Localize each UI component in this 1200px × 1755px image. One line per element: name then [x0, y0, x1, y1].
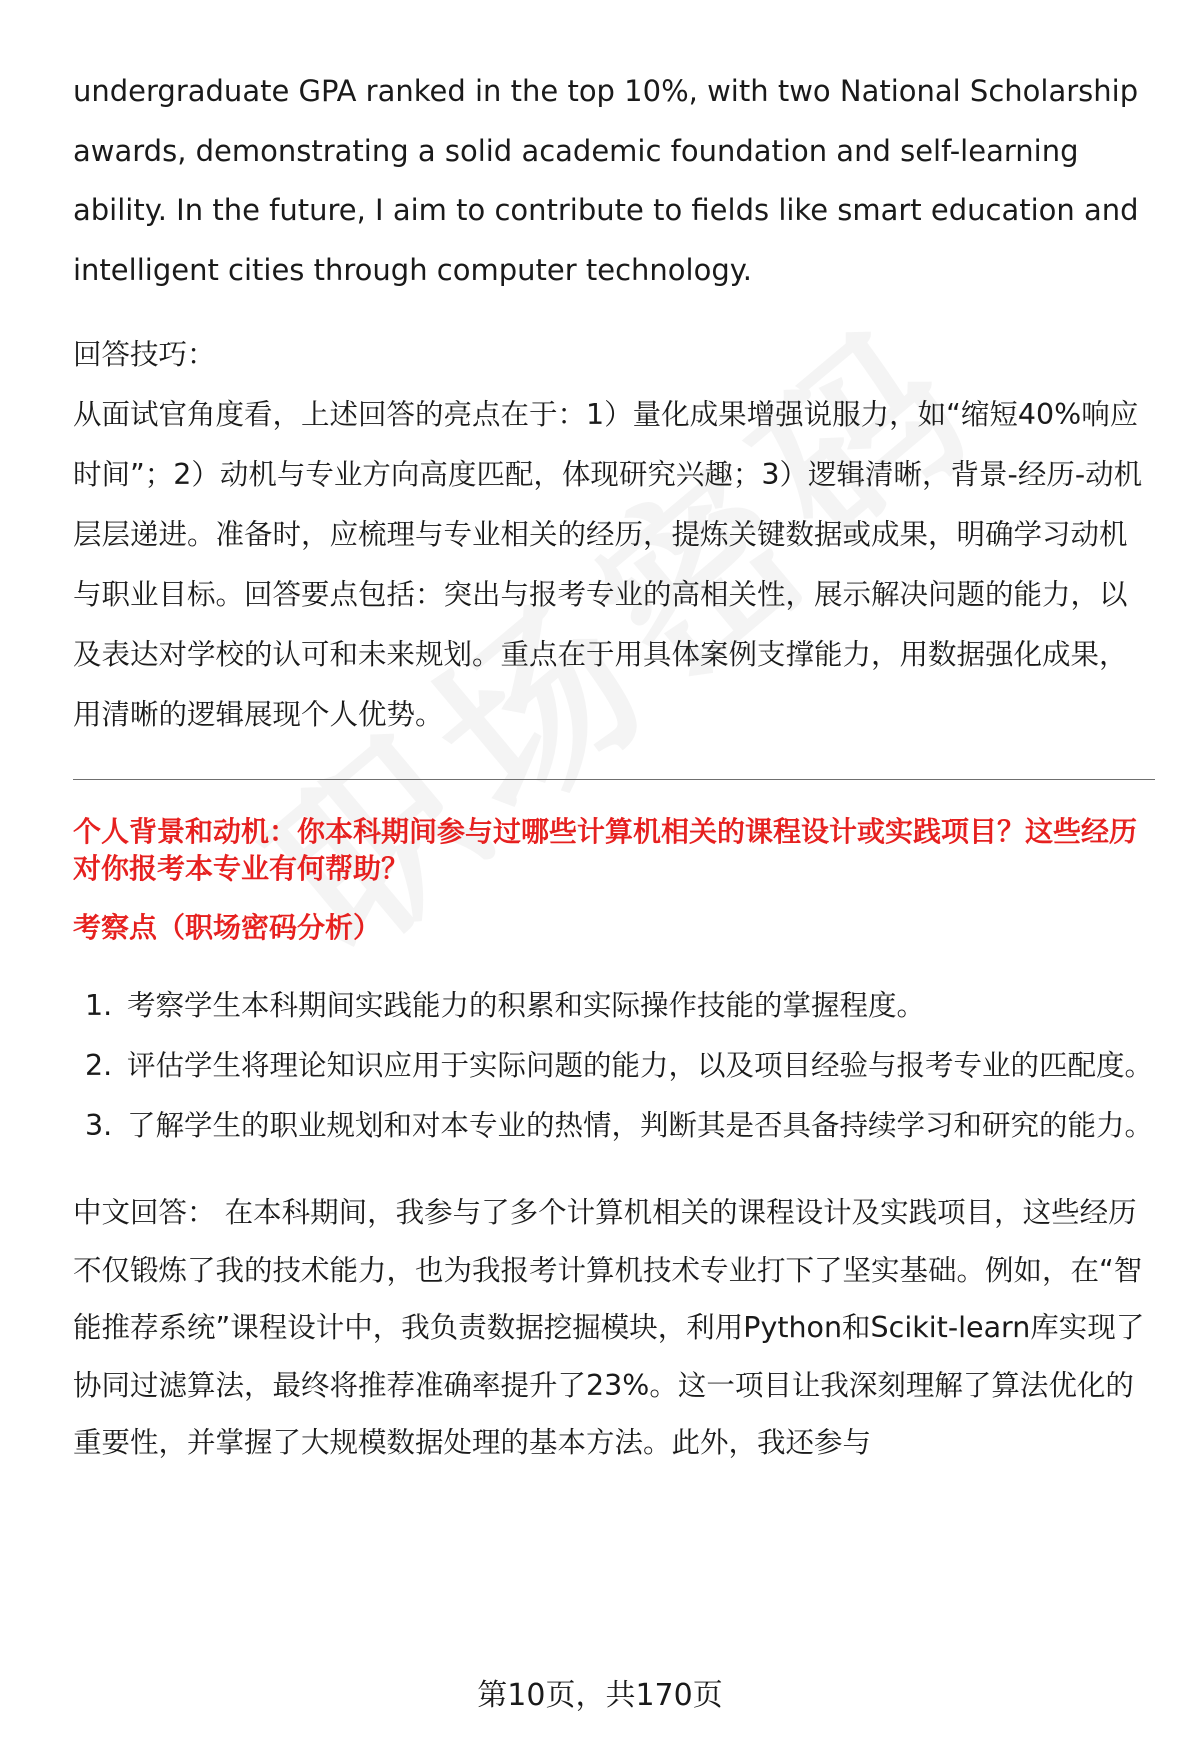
list-item-number: 1. — [85, 989, 113, 1022]
list-item-text: 评估学生将理论知识应用于实际问题的能力，以及项目经验与报考专业的匹配度。 — [127, 1049, 1154, 1082]
list-item-text: 了解学生的职业规划和对本专业的热情，判断其是否具备持续学习和研究的能力。 — [127, 1109, 1154, 1142]
intro-paragraph: undergraduate GPA ranked in the top 10%, with two National Scholarship awards, demonstrating a solid academic foundation and self-learning ability. In the future, I aim to contribute to fields like smart education and intelligent cities through computer technology. — [73, 74, 1139, 287]
focus-title: 考察点（职场密码分析） — [73, 911, 382, 944]
answer-body: 在本科期间，我参与了多个计算机相关的课程设计及实践项目，这些经历不仅锻炼了我的技术能力，也为我报考计算机技术专业打下了坚实基础。例如，在“智能推荐系统”课程设计中，我负责数据挖掘模块，利用Python和Scikit-learn库实现了协同过滤算法，最终将推荐准确率提升了23%。这一项目让我深刻理解了算法优化的重要性，并掌握了大规模数据处理的基本方法。此外，我还参与 — [73, 1196, 1145, 1459]
answer-paragraph — [73, 1184, 1155, 1472]
tips-label: 回答技巧： — [73, 338, 216, 371]
list-item-text: 考察学生本科期间实践能力的积累和实际操作技能的掌握程度。 — [127, 989, 926, 1022]
list-item — [73, 1096, 1155, 1156]
list-item-number: 3. — [85, 1109, 113, 1142]
section-divider — [73, 779, 1155, 780]
page-content — [73, 62, 1155, 1472]
page-footer: 第10页，共170页 — [477, 1678, 723, 1713]
list-item — [73, 1036, 1155, 1096]
list-item-number: 2. — [85, 1049, 113, 1082]
question-heading: 个人背景和动机：你本科期间参与过哪些计算机相关的课程设计或实践项目？这些经历对你报考本专业有何帮助？ — [73, 815, 1138, 885]
focus-list — [73, 976, 1155, 1156]
tips-body: 从面试官角度看，上述回答的亮点在于：1）量化成果增强说服力，如“缩短40%响应时间”；2）动机与专业方向高度匹配，体现研究兴趣；3）逻辑清晰，背景-经历-动机层层递进。准备时，应梳理与专业相关的经历，提炼关键数据或成果，明确学习动机与职业目标。回答要点包括：突出与报考专业的高相关性，展示解决问题的能力，以及表达对学校的认可和未来规划。重点在于用具体案例支撑能力，用数据强化成果，用清晰的逻辑展现个人优势。 — [73, 398, 1143, 731]
answer-label: 中文回答： — [73, 1196, 216, 1229]
list-item — [73, 976, 1155, 1036]
